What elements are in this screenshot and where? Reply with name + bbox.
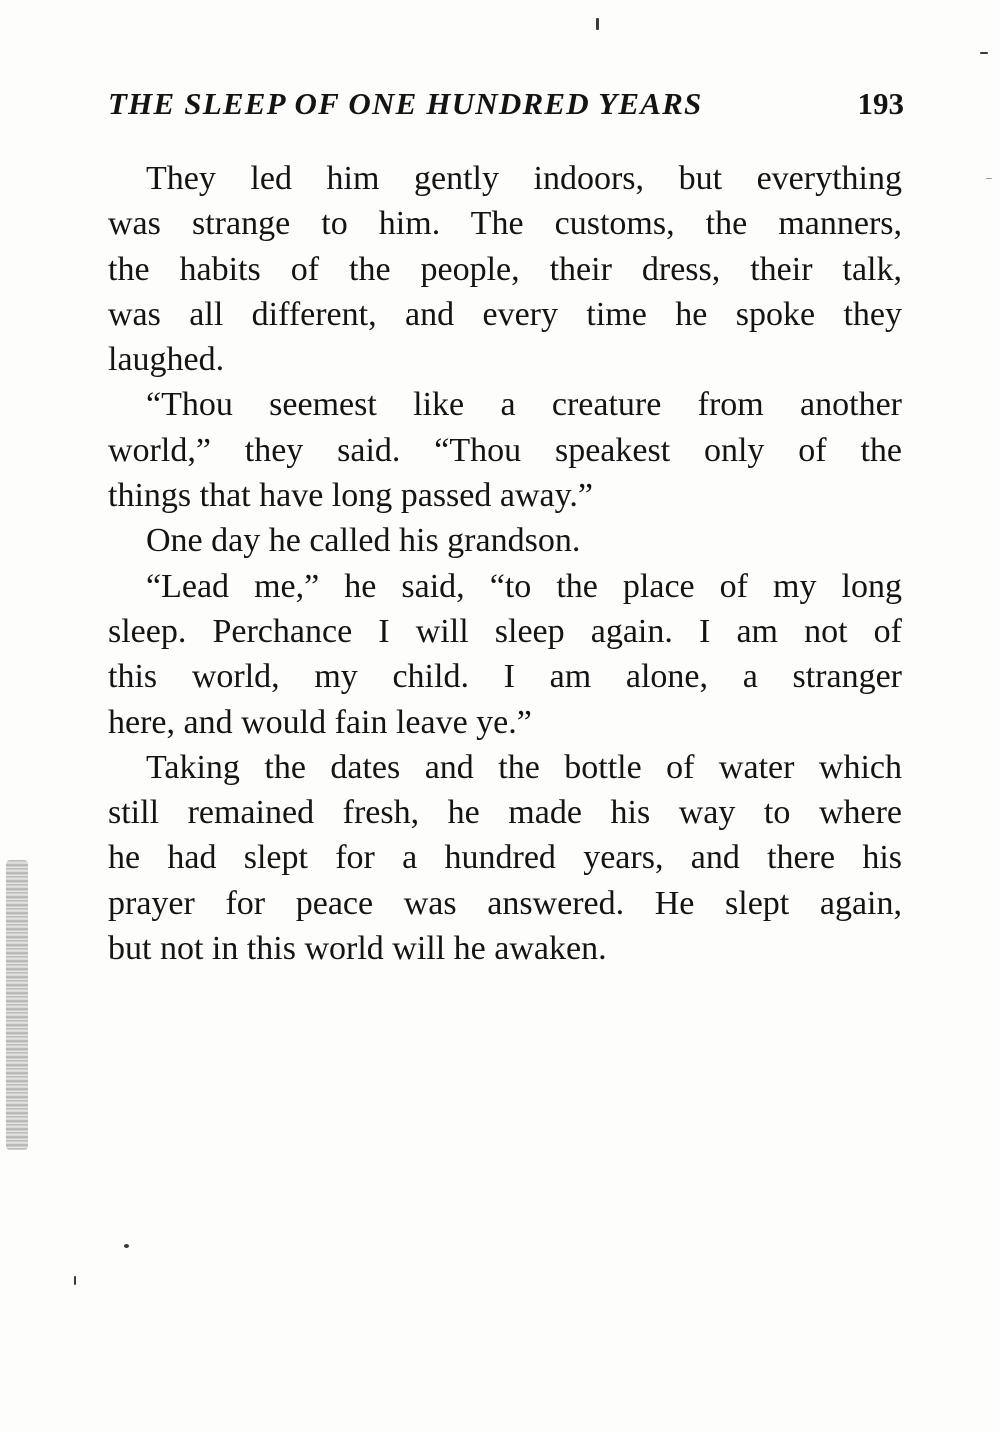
scan-speck: [124, 1244, 129, 1248]
text-line: prayer for peace was answered. He slept again,: [108, 884, 902, 922]
text-line: this world, my child. I am alone, a stranger: [108, 658, 902, 696]
text-line: the habits of the people, their dress, their talk,: [108, 250, 902, 288]
text-line: still remained fresh, he made his way to where: [108, 794, 902, 832]
scan-speck: [986, 178, 992, 179]
scan-speck: [980, 52, 988, 54]
text-line: here, and would fain leave ye.”: [108, 703, 532, 741]
scan-speck: [596, 18, 599, 30]
paragraph: [108, 156, 902, 382]
scan-speck: [74, 1276, 76, 1285]
text-line: “Thou seemest like a creature from another: [146, 386, 902, 424]
paragraph: [108, 382, 902, 518]
text-line: laughed.: [108, 341, 225, 379]
body-text: [108, 156, 902, 971]
binding-shadow: [6, 860, 28, 1150]
text-line: sleep. Perchance I will sleep again. I am not of: [108, 612, 902, 650]
text-line: Taking the dates and the bottle of water which: [146, 748, 902, 786]
text-line: world,” they said. “Thou speakest only of the: [108, 431, 902, 469]
paragraph: [108, 518, 902, 563]
running-title: THE SLEEP OF ONE HUNDRED YEARS: [108, 86, 703, 121]
text-line: he had slept for a hundred years, and there his: [108, 839, 902, 877]
text-line: was strange to him. The customs, the manners,: [108, 205, 902, 243]
paragraph: [108, 745, 902, 971]
text-line: One day he called his grandson.: [146, 522, 581, 560]
running-head: [108, 82, 904, 126]
text-line: was all different, and every time he spoke they: [108, 295, 902, 333]
page-number: 193: [857, 86, 904, 121]
text-line: things that have long passed away.”: [108, 477, 593, 515]
text-line: “Lead me,” he said, “to the place of my long: [146, 567, 902, 605]
text-line: They led him gently indoors, but everything: [146, 160, 902, 197]
paragraph: [108, 564, 902, 745]
text-line: but not in this world will he awaken.: [108, 930, 607, 968]
